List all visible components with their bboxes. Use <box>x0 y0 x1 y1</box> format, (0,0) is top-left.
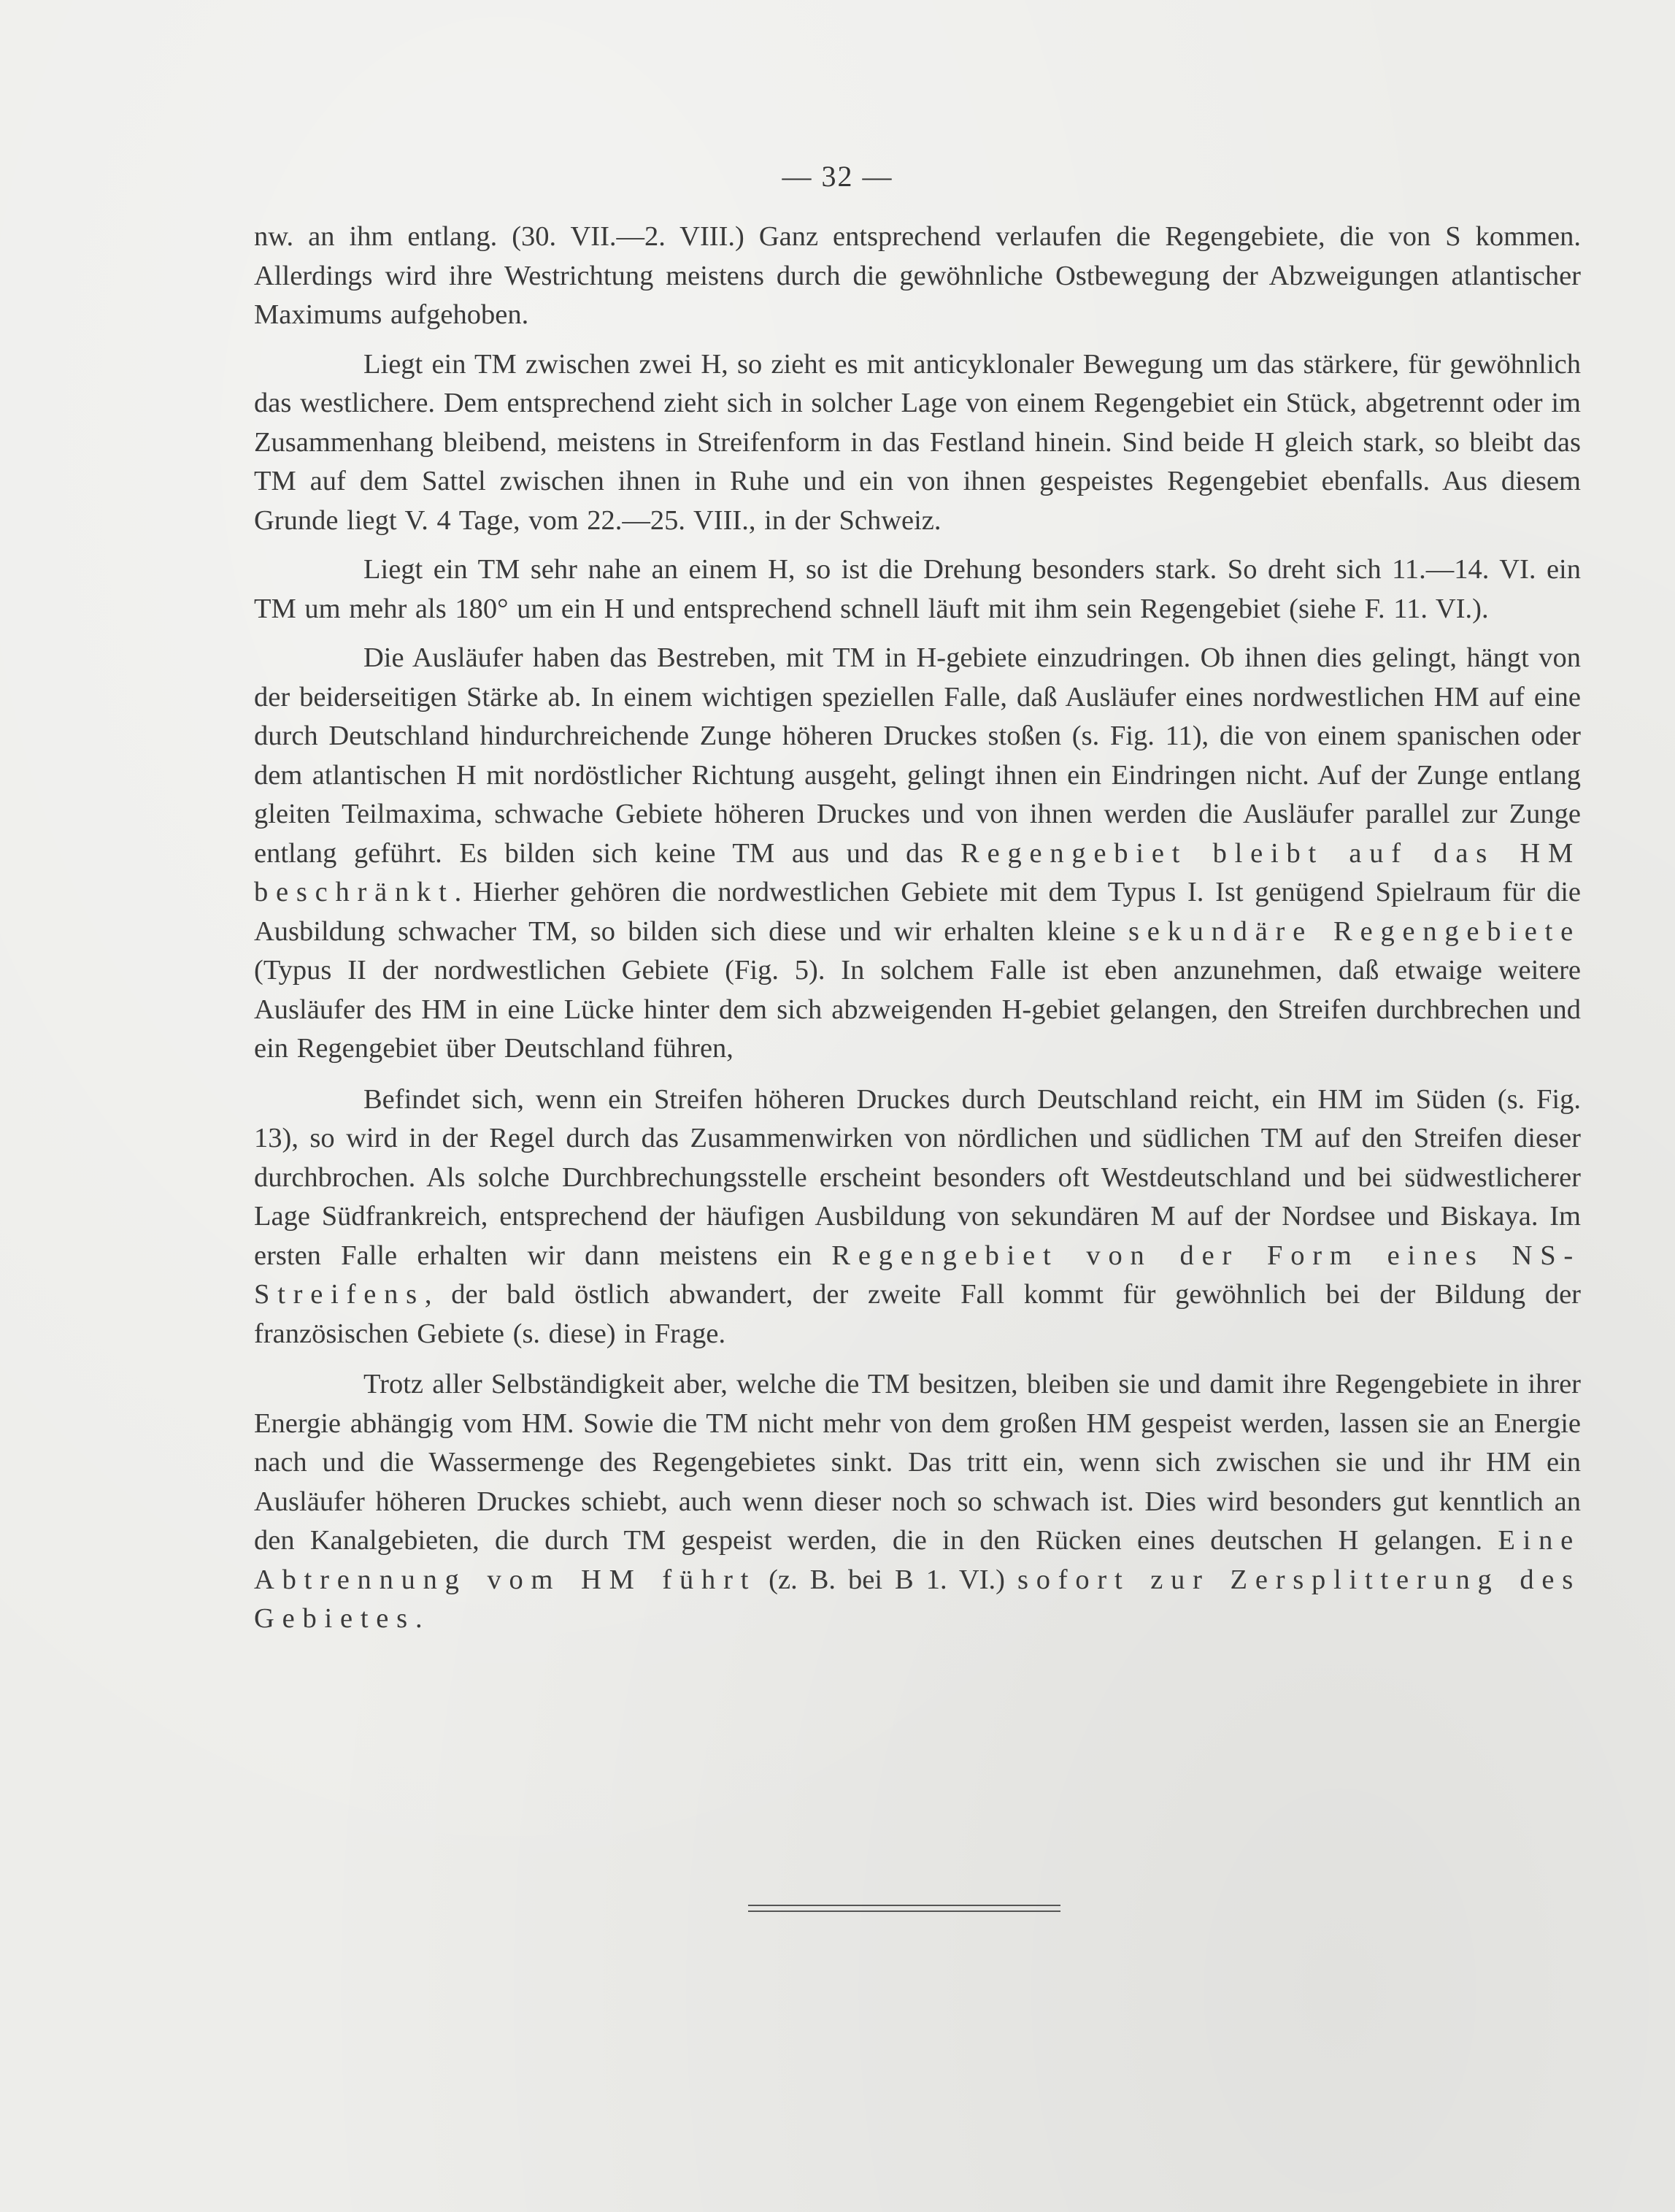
text-run: Befindet sich, wenn ein Streifen höheren Druckes durch Deutschland reicht, ein HM im Süden (s. Fig. 13), so wird in der Regel durch das Zusammenwirken von nördlichen und südlichen TM auf den Streifen dieser durchbrochen. Als solche Durchbrechungsstelle erscheint besonders oft Westdeutschland und bei südwestlicherer Lage Südfrankreich, entsprechend der häufigen Ausbildung von sekundären M auf der Nordsee und Biskaya. Im ersten Falle erhalten wir dann meistens ein <box>254 1083 1581 1271</box>
text-run: Liegt ein TM sehr nahe an einem H, so ist die Drehung besonders stark. So dreht sich 11.—14. VI. ein TM um mehr als 180° um ein H und entsprechend schnell läuft mit ihm sein Regengebiet (siehe F. 11. VI.). <box>254 554 1581 624</box>
text-run: nw. an ihm entlang. (30. VII.—2. VIII.) Ganz entsprechend verlaufen die Regengebiete, die von S kommen. Allerdings wird ihre Westrichtung meistens durch die gewöhnliche Ostbewegung der Abzweigungen atlantischer Maximums aufgehoben. <box>254 221 1581 330</box>
text-run: (Typus II der nordwestlichen Gebiete (Fig. 5). In solchem Falle ist eben anzunehmen, daß etwaige weitere Ausläufer des HM in eine Lücke hinter dem sich abzweigenden H-gebiet gelangen, den Streifen durchbrechen und ein Regengebiet über Deutschland führen, <box>254 955 1581 1064</box>
spaced-emphasis: sekundäre Regengebiete <box>1128 915 1581 947</box>
text-run: Die Ausläufer haben das Bestreben, mit TM in H-gebiete einzudringen. Ob ihnen dies gelingt, hängt von der beiderseitigen Stärke ab. In einem wichtigen speziellen Falle, daß Ausläufer eines nordwestlichen HM auf eine durch Deutschland hindurchreichende Zunge höheren Druckes stoßen (s. Fig. 11), die von einem spanischen oder dem atlantischen H mit nordöstlicher Richtung ausgeht, gelingt ihnen ein Eindringen nicht. Auf der Zunge entlang gleiten Teilmaxima, schwache Gebiete höheren Druckes und von ihnen werden die Ausläufer parallel zur Zunge entlang geführt. Es bilden sich keine TM aus und das <box>254 642 1581 869</box>
text-run: . <box>415 1603 423 1634</box>
text-run: Liegt ein TM zwischen zwei H, so zieht es mit anticyklonaler Bewegung um das stärkere, für gewöhnlich das westlichere. Dem entsprechend zieht sich in solcher Lage von einem Regengebiet ein Stück, abgetrennt oder im Zusammenhang bleibend, meistens in Streifenform in das Festland hinein. Sind beide H gleich stark, so bleibt das TM auf dem Sattel zwischen ihnen in Ruhe und ein von ihnen gespeistes Regengebiet ebenfalls. Aus diesem Grunde liegt V. 4 Tage, vom 22.—25. VIII., in der Schweiz. <box>254 348 1581 536</box>
paragraph-4 <box>254 639 1581 1069</box>
text-run: , der bald östlich abwandert, der zweite Fall kommt für gewöhnlich bei der Bildung der französischen Gebiete (s. diese) in Frage. <box>254 1279 1581 1349</box>
page-number: — 32 — <box>782 160 893 193</box>
text-run: (z. B. bei B 1. VI.) <box>756 1564 1017 1595</box>
paragraph-6 <box>254 1365 1581 1639</box>
body-text <box>254 218 1581 1639</box>
spaced-emphasis: Eine Abtrennung vom HM führt <box>254 1525 1581 1595</box>
paragraph-2 <box>254 345 1581 541</box>
spaced-emphasis: sofort zur Zersplitterung des Gebietes <box>254 1564 1581 1634</box>
spaced-emphasis: Regengebiet bleibt auf das HM beschränkt <box>254 837 1581 907</box>
paragraph-3 <box>254 550 1581 629</box>
text-run: Trotz aller Selbständigkeit aber, welche die TM besitzen, bleiben sie und damit ihre Regengebiete in ihrer Energie abhängig vom HM. Sowie die TM nicht mehr von dem großen HM gespeist werden, lassen sie an Energie nach und die Wassermenge des Regengebietes sinkt. Das tritt ein, wenn sich zwischen sie und ihr HM ein Ausläufer höheren Druckes schiebt, auch wenn dieser noch so schwach ist. Dies wird besonders gut kenntlich an den Kanalgebieten, die durch TM gespeist werden, die in den Rücken eines deutschen H gelangen. <box>254 1369 1581 1556</box>
text-run: . Hierher gehören die nordwestlichen Gebiete mit dem Typus I. Ist genügend Spielraum für die Ausbildung schwacher TM, so bilden sich diese und wir erhalten kleine <box>254 877 1581 947</box>
paragraph-5 <box>254 1080 1581 1354</box>
spaced-emphasis: Regengebiet von der Form eines NS-Streifens <box>254 1240 1581 1310</box>
paragraph-1 <box>254 218 1581 335</box>
end-double-rule <box>748 1905 1060 1912</box>
